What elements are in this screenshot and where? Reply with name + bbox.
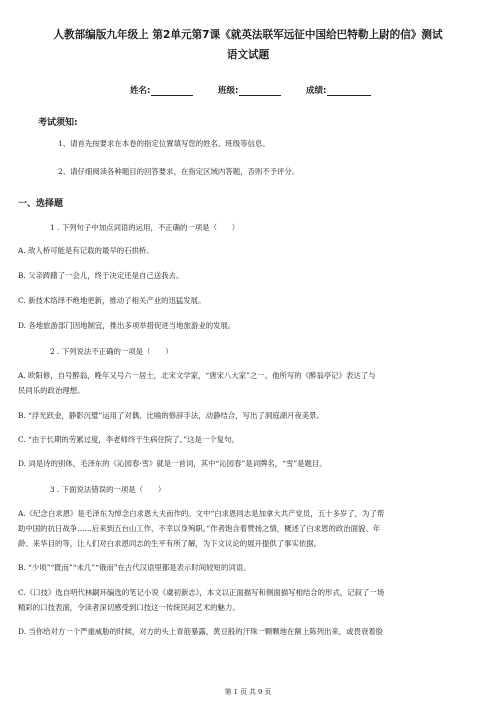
name-blank[interactable] [151,85,193,96]
document-title-line1: 人教部编版九年级上 第2单元第7课《就英法联军远征中国给巴特勒上尉的信》测试 [53,29,443,41]
q2-option-a-line2[interactable]: 民同乐的政治理想。 [18,386,85,395]
name-field[interactable] [130,84,193,96]
question-1-stem: 1 . 下列句子中加点词语的运用，不正确的一项是（ ） [50,223,240,232]
page-footer: 第 1 页 共 9 页 [224,688,272,696]
q3-option-b[interactable]: B. “少顷”“既而”“未几”“俄而”在古代汉语里都是表示时间较短的词语。 [18,563,251,572]
student-info-row [0,84,496,98]
name-label: 姓名: [130,86,151,96]
q1-option-a[interactable]: A. 敌人桥可能是有记载的最早的石拱桥。 [18,246,154,255]
q2-option-d[interactable]: D. 词是诗的别体，毛泽东的《沁园春·雪》就是一首词，其中“沁园春”是词牌名，“雪”是题目。 [18,459,327,468]
score-label: 成绩: [306,86,327,96]
q3-option-d[interactable]: D. 当你给对方一个严重威胁的时候，对方的头上青筋暴露，黄豆般的汗珠一颗颗地在额上陈列出来，或畏衰着脸 [18,627,384,636]
notice-item: 2、请仔细阅读各种题目的回答要求，在指定区域内答题，否则不予评分。 [58,167,300,176]
q2-option-c[interactable]: C. “由于长期的劳累过度，李老师终于生病住院了。”这是一个复句。 [18,435,239,444]
notice-heading: 考试须知: [38,118,78,128]
q2-option-b[interactable]: B. “浮光跃金，静影沉璧”运用了对偶、比喻的修辞手法，动静结合，写出了洞庭湖月夜美景。 [18,411,324,420]
document-title-line2: 语文试题 [226,49,270,61]
question-3-stem: 3 . 下面说法错误的一项是（ ） [50,485,166,494]
q3-option-c-line2[interactable]: 精彩的口技表演，令读者深切感受到口技这一传统民间艺术的魅力。 [18,603,240,612]
question-2-stem: 2 . 下列说法不正确的一项是（ ） [50,347,173,356]
score-field[interactable] [306,84,371,96]
q1-option-d[interactable]: D. 各地旅游部门因地制宜，推出多项举措促进当地旅游业的发展。 [18,321,236,330]
notice-item: 1、请首先按要求在本卷的指定位置填写您的姓名、班级等信息。 [58,139,270,148]
class-field[interactable] [218,84,281,96]
q1-option-c[interactable]: C. 新技术络绎不绝地更新，推动了相关产业的迅猛发展。 [18,296,206,305]
q2-option-a-line1[interactable]: A. 欧阳修，自号醉翁，晚年又号六一居士，北宋文学家，“唐宋八大家”之一。他所写的《醉翁亭记》表达了与 [18,371,376,380]
q3-option-a-line3[interactable]: 龄、来华目的等，让人们对白求恩同志的生平有所了解，为下文议论的展开提供了事实依据。 [18,539,322,548]
q3-option-a-line2[interactable]: 助中国的抗日战争……后来到五台山工作，不幸以身殉职。”作者饱含着赞扬之情，概述了白求恩的政治面貌、年 [18,524,381,533]
score-blank[interactable] [327,85,371,96]
q1-option-b[interactable]: B. 父亲踌躇了一会儿，终于决定还是自己送我去。 [18,271,184,280]
class-label: 班级: [218,86,239,96]
q3-option-a-line1[interactable]: A.《纪念白求恩》是毛泽东为悼念白求恩大夫而作的。文中“白求恩同志是加拿大共产党员，五十多岁了，为了帮 [18,509,385,518]
q3-option-c-line1[interactable]: C.《口技》选自明代林嗣环编选的笔记小说《虞初新志》，本文以正面描写和侧面描写相结合的形式，记叙了一场 [18,588,385,597]
class-blank[interactable] [239,85,281,96]
section-heading: 一、选择题 [18,199,64,209]
